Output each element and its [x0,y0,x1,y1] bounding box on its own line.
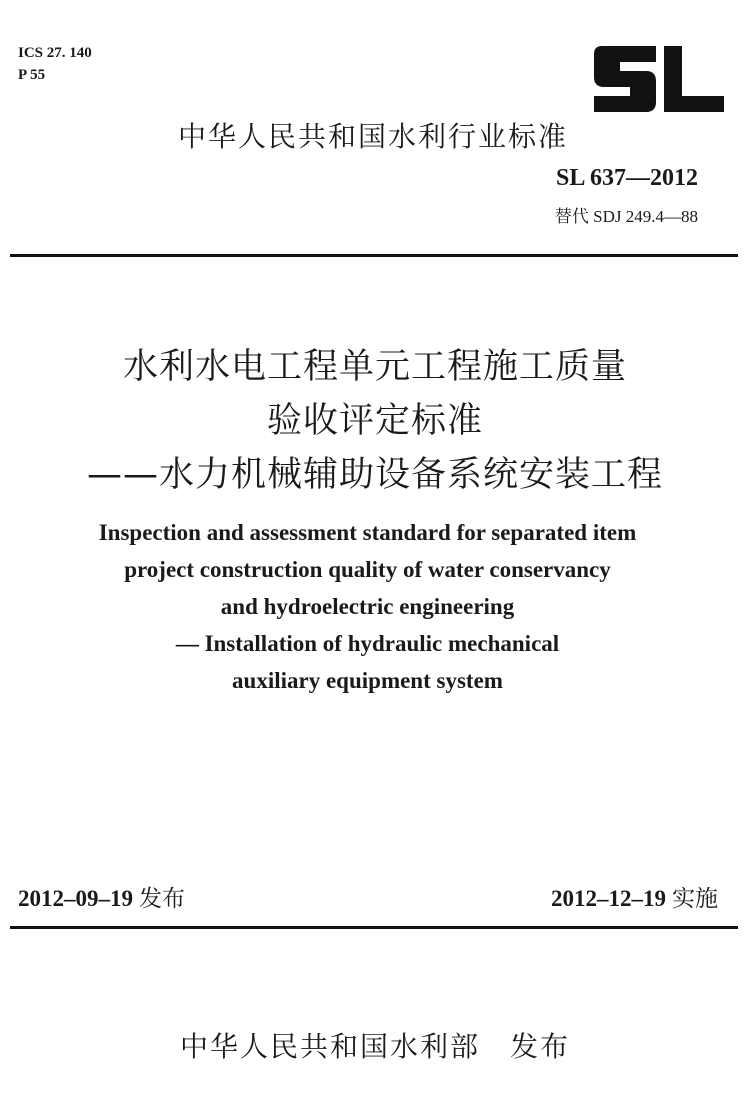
issue-date: 2012–09–19 [18,886,133,911]
implement-date: 2012–12–19 [551,886,666,911]
bottom-divider [10,926,738,929]
publisher-action: 发布 [510,1030,571,1063]
publisher-line [0,1025,750,1065]
implement-date-block [551,880,718,913]
classification-codes [18,42,92,86]
chinese-title-line1: 水利水电工程单元工程施工质量 [122,347,627,387]
english-title-line4: — Installation of hydraulic mechanical [175,631,560,656]
top-divider [10,254,738,257]
issue-date-block [18,880,185,913]
class-code: P 55 [18,67,46,83]
english-title-line2: project construction quality of water conservancy [124,557,611,582]
sl-logo-s-shape [594,46,656,112]
english-title-line1: Inspection and assessment standard for separated item [98,520,637,545]
chinese-title-line3: ——水力机械辅助设备系统安装工程 [86,455,663,495]
implement-label: 实施 [672,886,718,912]
ministry-standard-title: 中华人民共和国水利行业标准 [177,120,568,153]
english-title-line5: auxiliary equipment system [232,668,503,693]
replaces-standard: 替代 SDJ 249.4—88 [554,207,698,226]
issue-label: 发布 [139,886,185,912]
sl-logo [594,46,724,112]
english-title-line3: and hydroelectric engineering [220,594,515,619]
ics-code: ICS 27. 140 [18,45,92,61]
sl-logo-l-shape [664,46,724,112]
chinese-title [0,340,750,502]
chinese-title-line2: 验收评定标准 [266,401,483,441]
standard-number: SL 637—2012 [555,165,698,191]
publisher-name: 中华人民共和国水利部 [179,1030,480,1063]
english-title [0,514,735,699]
